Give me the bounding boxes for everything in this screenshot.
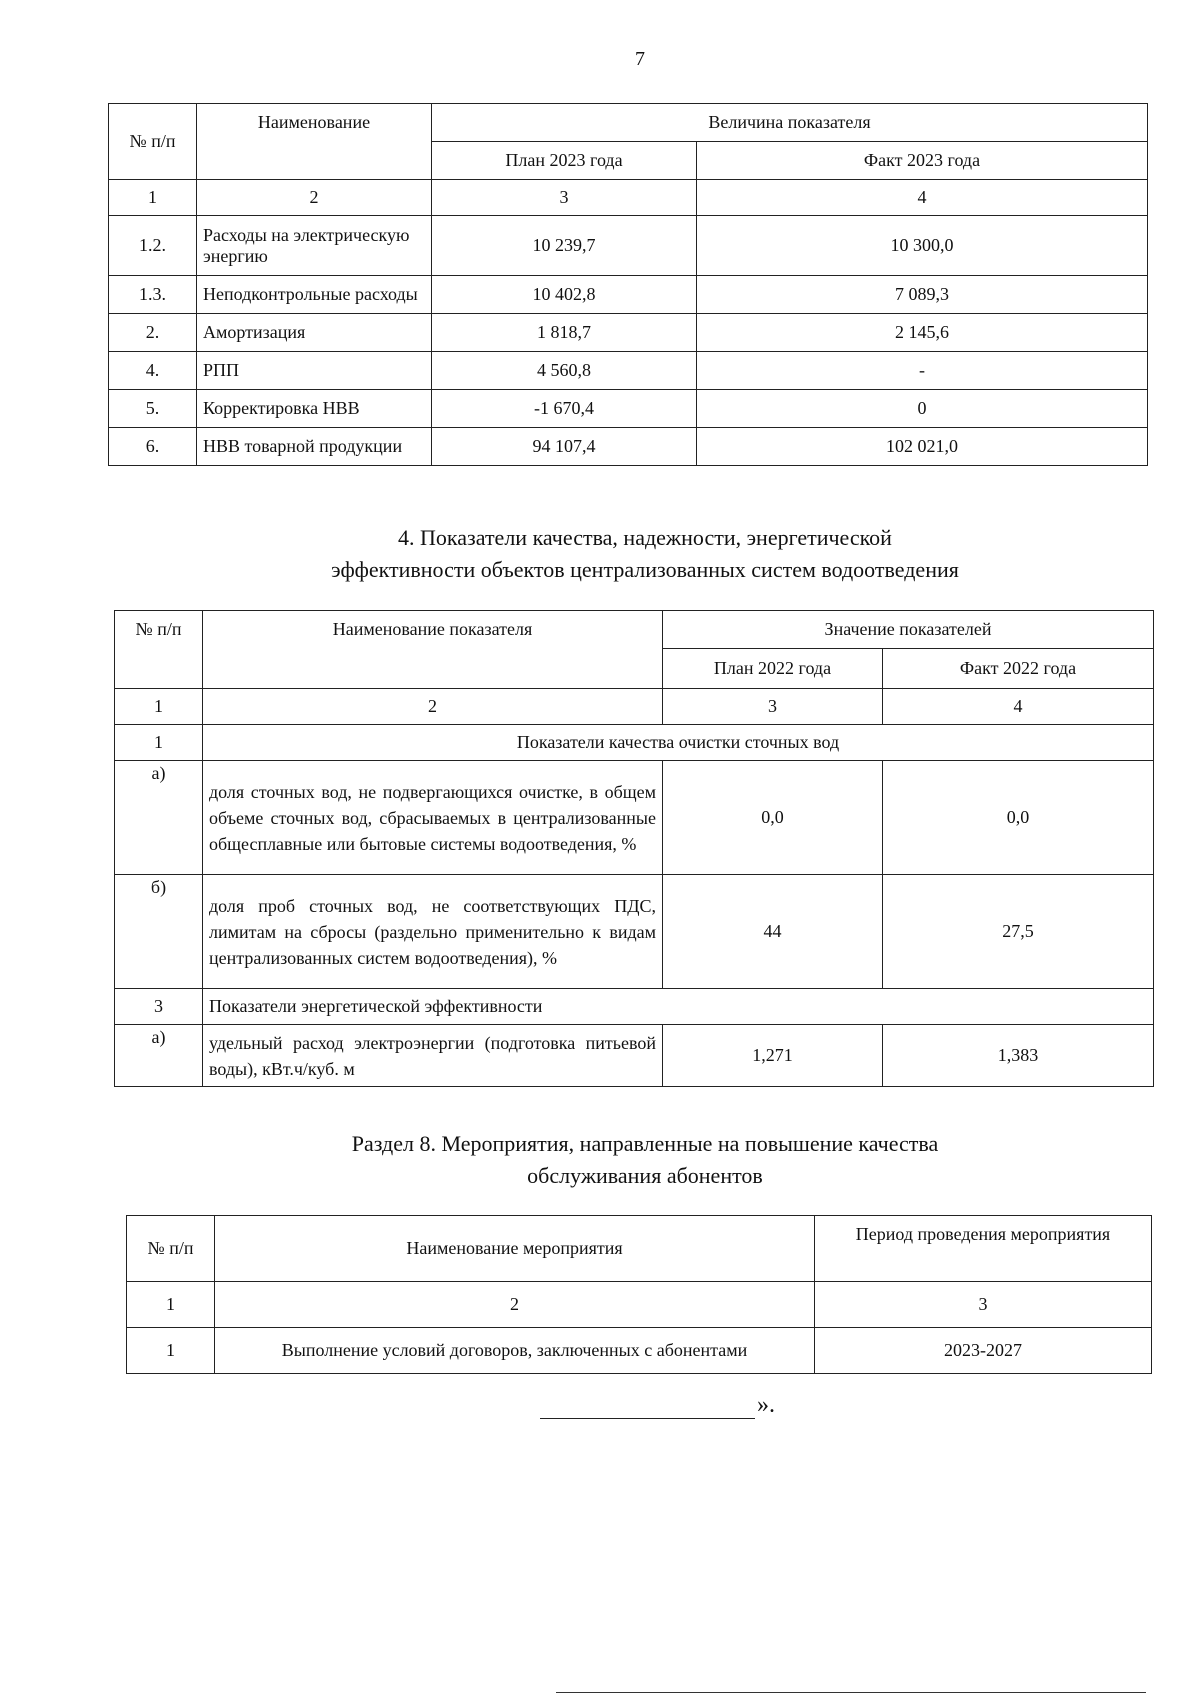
row-name: удельный расход электроэнергии (подготовка питьевой воды), кВт.ч/куб. м [203, 1025, 663, 1087]
closing-mark [540, 1392, 775, 1419]
col-value-header: Величина показателя [432, 104, 1148, 142]
row-num: 1 [127, 1328, 215, 1374]
col-plan-header: План 2022 года [663, 649, 883, 689]
col-period-header: Период проведения мероприятия [815, 1216, 1152, 1282]
closing-quote: ». [757, 1392, 775, 1418]
row-num: 1.3. [109, 276, 197, 314]
row-fact: - [697, 352, 1148, 390]
col-num-header: № п/п [127, 1216, 215, 1282]
row-plan: 10 239,7 [432, 216, 697, 276]
col-name-header: Наименование показателя [203, 611, 663, 689]
index-cell: 1 [115, 689, 203, 725]
quality-indicators-table [114, 610, 1154, 1087]
table-row [109, 428, 1148, 466]
row-num: 4. [109, 352, 197, 390]
row-plan: 1 818,7 [432, 314, 697, 352]
row-name: НВВ товарной продукции [197, 428, 432, 466]
row-name: Корректировка НВВ [197, 390, 432, 428]
row-name: доля сточных вод, не подвергающихся очистке, в общем объеме сточных вод, сбрасываемых в централизованные общесплавные или бытовые системы водоотведения, % [203, 761, 663, 875]
row-fact: 7 089,3 [697, 276, 1148, 314]
table-row [115, 875, 1154, 989]
row-fact: 1,383 [883, 1025, 1154, 1087]
table-row [109, 352, 1148, 390]
row-plan: 0,0 [663, 761, 883, 875]
table-row [109, 314, 1148, 352]
index-cell: 1 [109, 180, 197, 216]
row-num: б) [115, 875, 203, 989]
row-fact: 102 021,0 [697, 428, 1148, 466]
row-fact: 0 [697, 390, 1148, 428]
index-cell: 4 [697, 180, 1148, 216]
row-plan: 1,271 [663, 1025, 883, 1087]
table-row [109, 390, 1148, 428]
index-cell: 3 [432, 180, 697, 216]
col-value-header: Значение показателей [663, 611, 1154, 649]
row-num: 5. [109, 390, 197, 428]
row-name: доля проб сточных вод, не соответствующих ПДС, лимитам на сбросы (раздельно применительно к видам централизованных систем водоотведения), % [203, 875, 663, 989]
section-4-heading [0, 522, 1200, 586]
index-cell: 1 [127, 1282, 215, 1328]
row-name: Выполнение условий договоров, заключенных с абонентами [215, 1328, 815, 1374]
col-num-header: № п/п [109, 104, 197, 180]
row-fact: 0,0 [883, 761, 1154, 875]
section-4-title-line1: 4. Показатели качества, надежности, энергетической [398, 525, 892, 550]
col-plan-header: План 2023 года [432, 142, 697, 180]
group-row [115, 989, 1154, 1025]
row-plan: -1 670,4 [432, 390, 697, 428]
row-num: 6. [109, 428, 197, 466]
row-name: Расходы на электрическую энергию [197, 216, 432, 276]
group-title: Показатели качества очистки сточных вод [203, 725, 1154, 761]
row-num: а) [115, 1025, 203, 1087]
section-4-title-line2: эффективности объектов централизованных систем водоотведения [331, 557, 959, 582]
row-num: 2. [109, 314, 197, 352]
measures-table [126, 1215, 1152, 1374]
group-row [115, 725, 1154, 761]
col-fact-header: Факт 2023 года [697, 142, 1148, 180]
table-row [127, 1328, 1152, 1374]
row-fact: 2 145,6 [697, 314, 1148, 352]
section-8-title-line2: обслуживания абонентов [527, 1163, 763, 1188]
row-num: а) [115, 761, 203, 875]
row-fact: 27,5 [883, 875, 1154, 989]
financial-table [108, 103, 1148, 466]
row-plan: 10 402,8 [432, 276, 697, 314]
col-name-header: Наименование [197, 104, 432, 180]
col-fact-header: Факт 2022 года [883, 649, 1154, 689]
col-num-header: № п/п [115, 611, 203, 689]
row-name: РПП [197, 352, 432, 390]
bottom-rule [556, 1692, 1146, 1693]
row-fact: 10 300,0 [697, 216, 1148, 276]
row-plan: 4 560,8 [432, 352, 697, 390]
table-row [109, 276, 1148, 314]
row-plan: 44 [663, 875, 883, 989]
index-cell: 2 [203, 689, 663, 725]
group-title: Показатели энергетической эффективности [203, 989, 1154, 1025]
index-cell: 2 [215, 1282, 815, 1328]
row-plan: 94 107,4 [432, 428, 697, 466]
index-cell: 2 [197, 180, 432, 216]
row-name: Неподконтрольные расходы [197, 276, 432, 314]
group-num: 3 [115, 989, 203, 1025]
page-number: 7 [635, 48, 645, 70]
row-num: 1.2. [109, 216, 197, 276]
section-8-title-line1: Раздел 8. Мероприятия, направленные на повышение качества [351, 1131, 939, 1156]
col-name-header: Наименование мероприятия [215, 1216, 815, 1282]
table-row [109, 216, 1148, 276]
table-row [115, 1025, 1154, 1087]
section-8-heading [0, 1128, 1200, 1192]
row-period: 2023-2027 [815, 1328, 1152, 1374]
closing-underline [540, 1396, 755, 1419]
group-num: 1 [115, 725, 203, 761]
index-cell: 3 [663, 689, 883, 725]
table-row [115, 761, 1154, 875]
index-cell: 3 [815, 1282, 1152, 1328]
row-name: Амортизация [197, 314, 432, 352]
index-cell: 4 [883, 689, 1154, 725]
